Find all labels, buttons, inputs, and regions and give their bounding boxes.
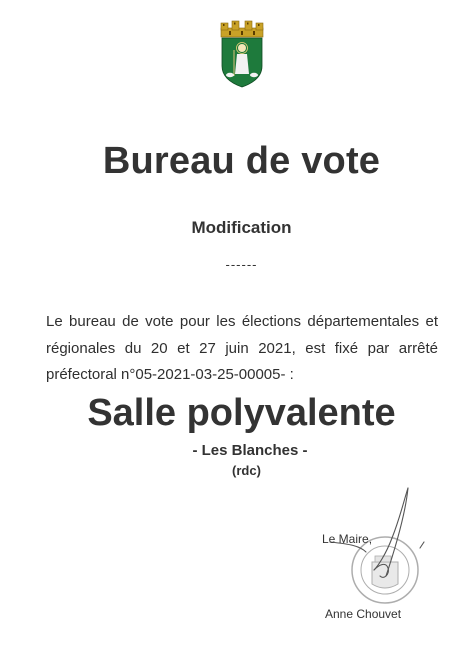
mairie-stamp-icon xyxy=(320,480,450,620)
page-title: Bureau de vote xyxy=(102,140,381,182)
separator: ------ xyxy=(225,257,258,272)
notice-subtitle: Modification xyxy=(191,218,292,237)
venue-name: Salle polyvalente xyxy=(87,392,396,434)
notice-body: Le bureau de vote pour les élections départementales et régionales du 20 et 27 juin 2021, est fixé par arrêté préfectoral n°05-2021-03-25-00005- : xyxy=(46,313,438,383)
venue-place: - Les Blanches - xyxy=(192,442,308,459)
coat-of-arms-icon xyxy=(217,20,267,88)
venue-level: (rdc) xyxy=(232,463,261,478)
mayor-role: Le Maire, xyxy=(322,532,373,546)
mayor-name: Anne Chouvet xyxy=(325,607,402,621)
